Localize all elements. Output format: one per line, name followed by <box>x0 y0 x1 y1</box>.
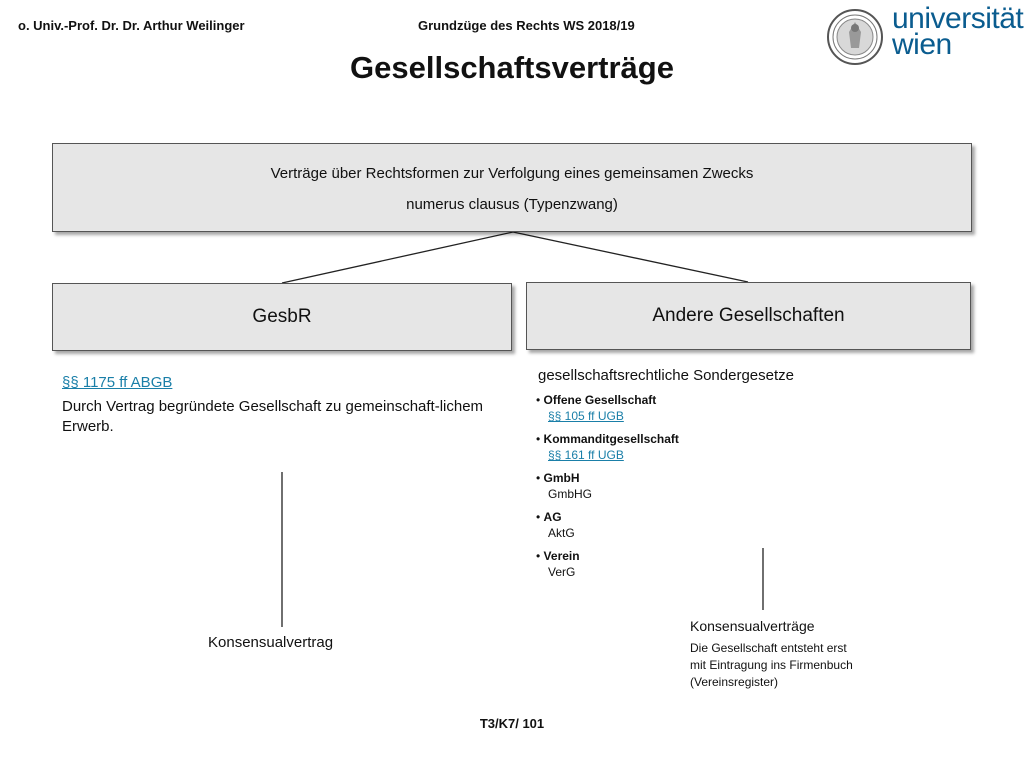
item-name: Kommanditgesellschaft <box>543 432 679 446</box>
ugb-105-link[interactable]: §§ 105 ff UGB <box>548 409 624 423</box>
connector-top-to-andere <box>513 232 748 282</box>
item-name: Offene Gesellschaft <box>543 393 657 407</box>
andere-gesellschaften-label: Andere Gesellschaften <box>652 305 845 326</box>
list-item: • Kommanditgesellschaft §§ 161 ff UGB <box>536 431 836 463</box>
item-name: GmbH <box>543 471 580 485</box>
definition-box <box>52 143 972 232</box>
andere-gesellschaften-box <box>526 282 971 350</box>
gesbr-description: Durch Vertrag begründete Gesellschaft zu gemeinschaft-lichem Erwerb. <box>62 398 484 435</box>
gesellschaft-list <box>536 392 836 587</box>
konsensualvertrag-label: Konsensualvertrag <box>208 634 334 651</box>
list-item: • AG AktG <box>536 509 836 541</box>
konsensualvertraege-label: Konsensualverträge <box>690 618 815 634</box>
item-ref: GmbHG <box>548 487 593 501</box>
item-name: Verein <box>543 549 580 563</box>
definition-line-1: Verträge über Rechtsformen zur Verfolgung eines gemeinsamen Zwecks <box>270 165 754 182</box>
logo-line-1: universität <box>892 2 1024 35</box>
slide-number: T3/K7/ 101 <box>479 716 545 731</box>
definition-line-2: numerus clausus (Typenzwang) <box>406 196 618 213</box>
sondergesetze-heading: gesellschaftsrechtliche Sondergesetze <box>538 367 794 384</box>
abgb-link[interactable]: §§ 1175 ff ABGB <box>62 374 173 391</box>
list-item: • Verein VerG <box>536 548 836 580</box>
gesbr-box <box>52 283 512 351</box>
list-item: • Offene Gesellschaft §§ 105 ff UGB <box>536 392 836 424</box>
page-title: Gesellschaftsverträge <box>350 50 674 85</box>
ugb-161-link[interactable]: §§ 161 ff UGB <box>548 448 624 462</box>
item-ref: VerG <box>548 565 576 579</box>
lecturer-name: o. Univ.-Prof. Dr. Dr. Arthur Weilinger <box>18 18 245 33</box>
connector-top-to-gesbr <box>282 232 513 283</box>
eintragung-note: Die Gesellschaft entsteht erst mit Eintragung ins Firmenbuch (Vereinsregister) <box>690 641 853 689</box>
list-item: • GmbH GmbHG <box>536 470 836 502</box>
course-title: Grundzüge des Rechts WS 2018/19 <box>418 18 635 33</box>
item-ref: AktG <box>548 526 575 540</box>
gesbr-label: GesbR <box>252 306 312 327</box>
logo-line-2: wien <box>892 28 952 61</box>
item-name: AG <box>543 510 562 524</box>
